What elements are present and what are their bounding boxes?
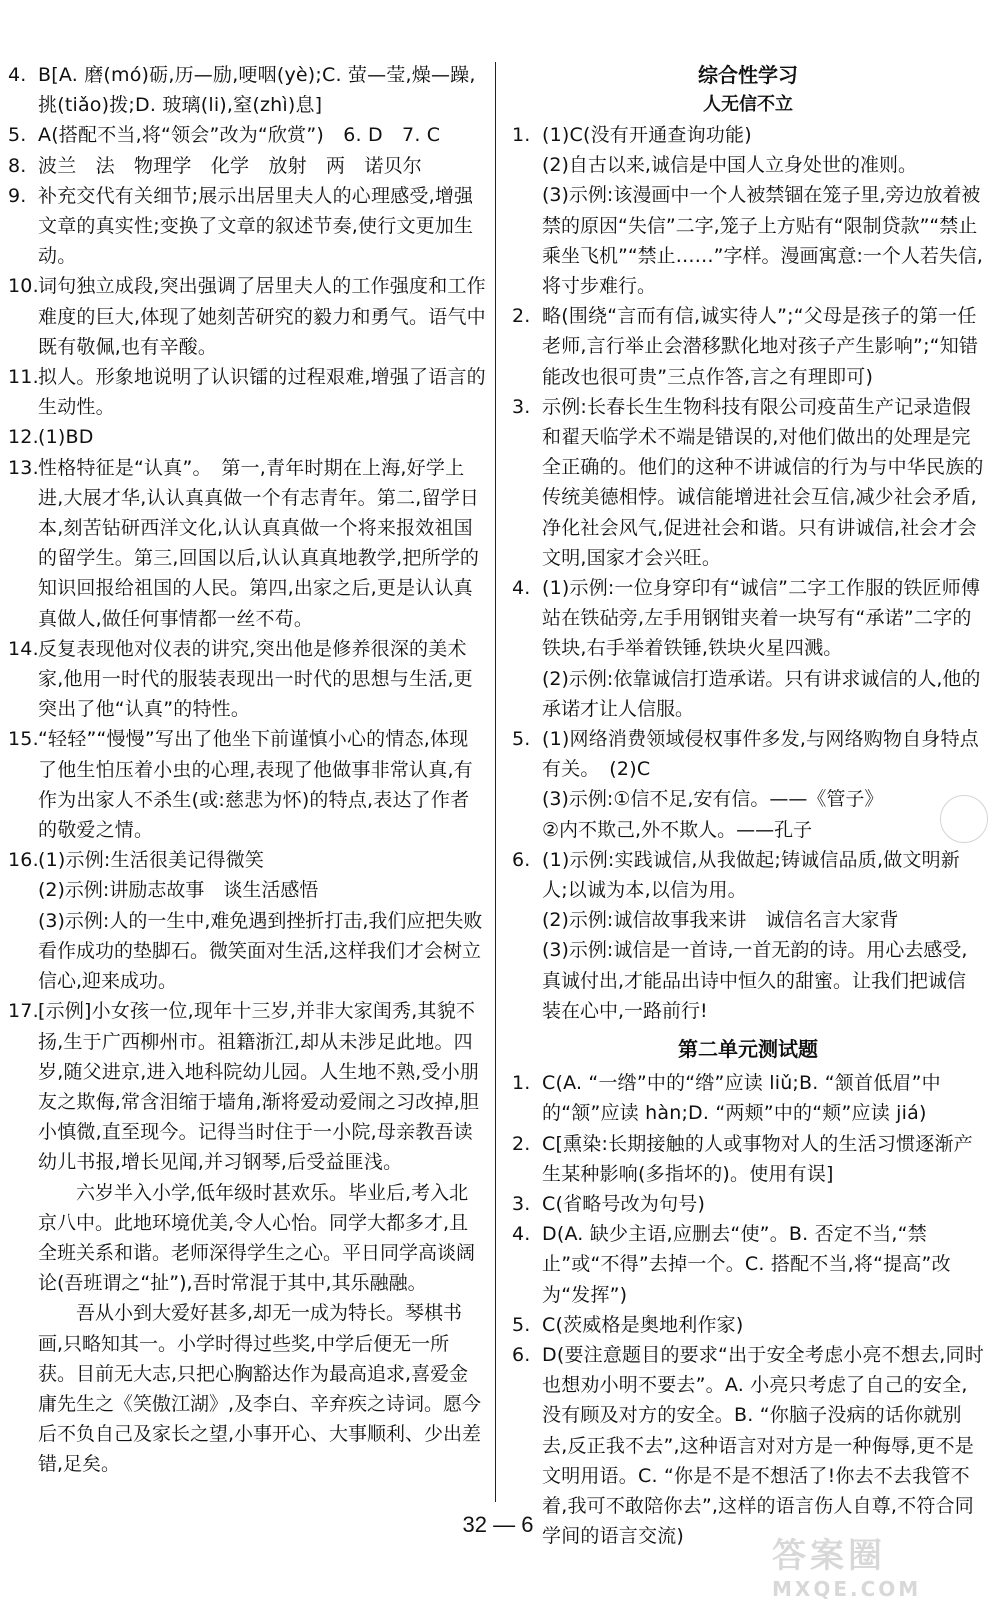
answer-item-12: 12.(1)BD <box>8 426 94 449</box>
answer-item-8: 8. 波兰 法 物理学 化学 放射 两 诺贝尔 <box>8 154 423 177</box>
faint-stamp-mark <box>940 795 988 843</box>
test-item-1: 1. C(A. “一绺”中的“绺”应读 liǔ;B. “颔首低眉”中的“颔”应读 hàn;D. “两颊”中的“颊”应读 jiá) <box>512 1072 941 1125</box>
test-item-4: 4. D(A. 缺少主语,应删去“使”。B. 否定不当,“禁止”或“不得”去掉一个。C. 搭配不当,将“提高”改为“发挥”) <box>512 1223 951 1306</box>
comp-item-5: 5. (1)网络消费领域侵权事件多发,与网络购物自身特点有关。 (2)C <box>512 728 979 781</box>
answer-item-4: 4. B[A. 磨(mó)砺,历—励,哽咽(yè);C. 萤—莹,燥—躁,挑(tiǎo)拨;D. 玻璃(li),窒(zhì)息] <box>8 64 476 117</box>
comp-item-6-sub-3: (3)示例:诚信是一首诗,一首无韵的诗。用心去感受,真诚付出,才能品出诗中恒久的甜蜜。让我们把诚信装在心中,一路前行! <box>542 939 968 1022</box>
right-column <box>512 60 984 1551</box>
comp-item-5-sub-quote: ②内不欺己,外不欺人。——孔子 <box>542 818 813 841</box>
site-watermark <box>772 1528 982 1601</box>
watermark-logo-text: 答案圈 <box>772 1536 886 1576</box>
test-item-5: 5. C(茨威格是奥地利作家) <box>512 1313 744 1336</box>
comp-item-6: 6. (1)示例:实践诚信,从我做起;铸诚信品质,做文明新人;以诚为本,以信为用。 <box>512 848 960 902</box>
comp-item-5-sub-3: (3)示例:①信不足,安有信。——《管子》 <box>542 788 884 811</box>
answer-item-17: 17.[示例]小女孩一位,现年十三岁,并非大家闺秀,其貌不扬,生于广西柳州市。祖籍浙江,却从未涉足此地。四岁,随父进京,进入地科院幼儿园。人生地不熟,受小朋友之欺侮,常含泪缩于墙角,渐将爱动爱闹之习改掉,胆小慎微,直至现今。记得当时住于一小院,母亲教吾读幼儿书报,增长见闻,并习钢琴,后受益匪浅。 <box>8 1000 480 1174</box>
section-heading-comprehensive: 综合性学习 <box>698 63 798 87</box>
test-item-6: 6. D(要注意题目的要求“出于安全考虑小亮不想去,同时也想劝小明不要去”。A. 小亮只考虑了自己的安全,没有顾及对方的安全。B. “你脑子没病的话你就别去,反正我不去”,这种语言对对方是一种侮辱,更不是文明用语。C. “你是不是不想活了!你去不去我管不着,我可不敢陪你去”,这样的语言伤人自尊,不符合同学间的语言交流) <box>512 1343 984 1548</box>
section-subheading: 人无信不立 <box>703 94 793 115</box>
watermark-url-text: MXQE.COM <box>772 1577 922 1601</box>
page-number: 32 — 6 <box>462 1512 534 1537</box>
comp-item-4: 4. (1)示例:一位身穿印有“诚信”二字工作服的铁匠师傅站在铁砧旁,左手用钢钳夹着一块写有“承诺”二字的铁块,右手举着铁锤,铁块火星四溅。 <box>512 577 981 660</box>
answer-item-16-sub-2: (2)示例:讲励志故事 谈生活感悟 <box>38 879 319 902</box>
test-item-3: 3. C(省略号改为句号) <box>512 1192 706 1215</box>
comp-item-1-sub-2: (2)自古以来,诚信是中国人立身处世的准则。 <box>542 154 917 177</box>
comp-item-4-sub-2: (2)示例:依靠诚信打造承诺。只有讲求诚信的人,他的承诺才让人信服。 <box>542 667 981 720</box>
answer-item-16: 16.(1)示例:生活很美记得微笑 <box>8 849 265 872</box>
comp-item-1: 1. (1)C(没有开通查询功能) <box>512 124 752 146</box>
comp-item-2: 2. 略(围绕“言而有信,诚实待人”;“父母是孩子的第一任老师,言行举止会潜移默化地对孩子产生影响”;“知错能改也很可贵”三点作答,言之有理即可) <box>512 305 979 388</box>
test-item-2: 2. C[熏染:长期接触的人或事物对人的生活习惯逐渐产生某种影响(多指坏的)。使用有误] <box>512 1132 973 1185</box>
answer-item-5-7: 5. A(搭配不当,将“领会”改为“欣赏”) 6. D 7. C <box>8 124 441 147</box>
left-column <box>8 60 486 1480</box>
answer-item-14: 14.反复表现他对仪表的讲究,突出他是修养很深的美术家,他用一时代的服装表现出一时代的思想与生活,更突出了他“认真”的特性。 <box>8 637 473 721</box>
comp-item-3: 3. 示例:长春长生生物科技有限公司疫苗生产记录造假和翟天临学术不端是错误的,对他们做出的处理是完全正确的。他们的这种不讲诚信的行为与中华民族的传统美德相悖。诚信能增进社会互信,减少社会矛盾,净化社会风气,促进社会和谐。只有讲诚信,社会才会文明,国家才会兴旺。 <box>512 395 984 569</box>
answer-item-10: 10.词句独立成段,突出强调了居里夫人的工作强度和工作难度的巨大,体现了她刻苦研究的毅力和勇气。语气中既有敬佩,也有辛酸。 <box>8 275 486 358</box>
answer-item-13: 13.性格特征是“认真”。 第一,青年时期在上海,好学上进,大展才华,认认真真做一个有志青年。第二,留学日本,刻苦钻研西洋文化,认认真真做一个将来报效祖国的留学生。第三,回国以后,认认真真地教学,把所学的知识回报给祖国的人民。第四,出家之后,更是认认真真做人,做任何事情都一丝不苟。 <box>8 456 480 630</box>
answer-item-11: 11.拟人。形象地说明了认识镭的过程艰难,增强了语言的生动性。 <box>8 366 486 419</box>
left-items <box>8 60 486 1480</box>
column-divider <box>495 62 496 1502</box>
answer-item-17-para-2: 六岁半入小学,低年级时甚欢乐。毕业后,考入北京八中。此地环境优美,令人心怡。同学大都多才,且全班关系和谐。老师深得学生之心。平日同学高谈阔论(吾班谓之“扯”),吾时常混于其中,其乐融融。 <box>38 1181 476 1295</box>
answer-item-17-para-3: 吾从小到大爱好甚多,却无一成为特长。琴棋书画,只略知其一。小学时得过些奖,中学后便无一所获。目前无大志,只把心胸豁达作为最高追求,喜爱金庸先生之《笑傲江湖》,及李白、辛弃疾之诗词。愿今后不负自己及家长之望,小事开心、大事顺利、少出差错,足矣。 <box>38 1302 482 1476</box>
answer-item-9: 9. 补充交代有关细节;展示出居里夫人的心理感受,增强文章的真实性;变换了文章的叙述节奏,使行文更加生动。 <box>8 184 474 268</box>
answer-item-16-sub-3: (3)示例:人的一生中,难免遇到挫折打击,我们应把失败看作成功的垫脚石。微笑面对生活,这样我们才会树立信心,迎来成功。 <box>38 909 483 993</box>
answer-item-15: 15.“轻轻”“慢慢”写出了他坐下前谨慎小心的情态,体现了他生怕压着小虫的心理,表现了他做事非常认真,有作为出家人不杀生(或:慈悲为怀)的特点,表达了作者的敬爱之情。 <box>8 728 473 842</box>
section-heading-unit-test: 第二单元测试题 <box>678 1037 818 1062</box>
comp-item-6-sub-2: (2)示例:诚信故事我来讲 诚信名言大家背 <box>542 909 899 932</box>
comp-item-1-sub-3: (3)示例:该漫画中一个人被禁锢在笼子里,旁边放着被禁的原因“失信”二字,笼子上方贴有“限制贷款”“禁止乘坐飞机”“禁止……”字样。漫画寓意:一个人若失信,将寸步难行。 <box>542 184 983 298</box>
